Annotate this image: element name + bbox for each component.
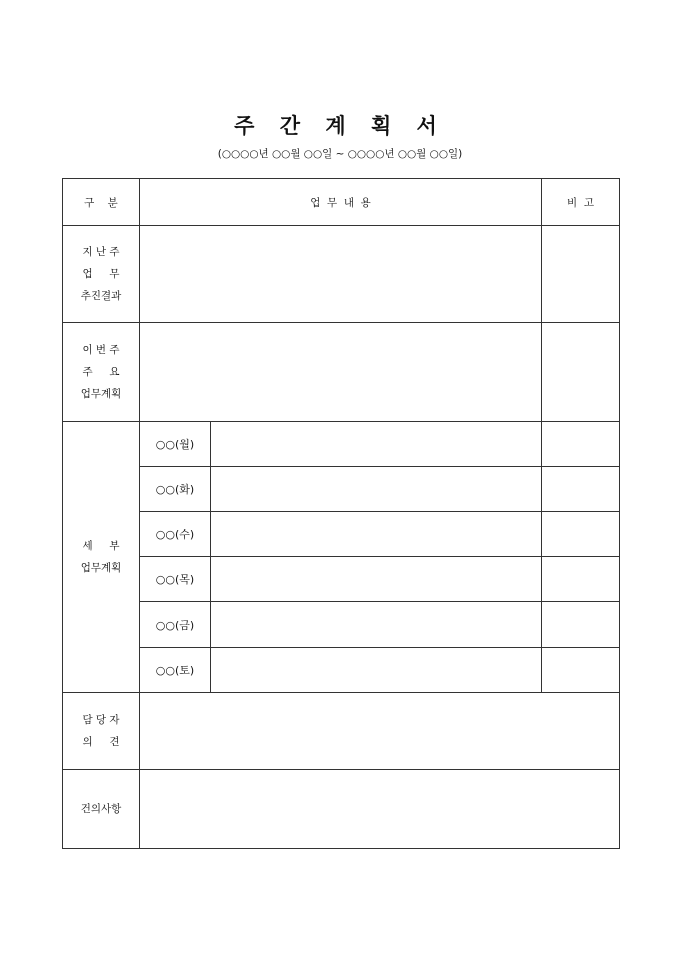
this-week-content-cell[interactable] [140,323,542,422]
label-manager-opinion [63,693,140,770]
last-week-remarks-cell[interactable] [542,226,620,323]
table-row-day-thu [63,557,620,602]
day-content-cell[interactable] [211,648,542,693]
label-line: 건의사항 [80,803,122,815]
label-line: 의 견 [82,736,120,748]
table-row-day-fri [63,602,620,648]
label-line: 업 무 [82,268,120,280]
table-row-day-tue [63,467,620,512]
table-row-day-sat [63,648,620,693]
table-row-this-week [63,323,620,422]
day-label: ○○(월) [140,422,211,467]
day-content-cell[interactable] [211,512,542,557]
header-content: 업 무 내 용 [140,179,542,226]
document-period: (○○○○년 ○○월 ○○일 ~ ○○○○년 ○○월 ○○일) [217,148,463,160]
day-remarks-cell[interactable] [542,557,620,602]
label-line: 추진결과 [80,290,122,302]
day-remarks-cell[interactable] [542,512,620,557]
table-row-manager-opinion [63,693,620,770]
day-content-cell[interactable] [211,602,542,648]
day-label: ○○(수) [140,512,211,557]
day-label: ○○(목) [140,557,211,602]
document-title: 주 간 계 획 서 [234,114,446,138]
day-label: ○○(화) [140,467,211,512]
day-content-cell[interactable] [211,467,542,512]
suggestions-cell[interactable] [140,770,620,849]
last-week-content-cell[interactable] [140,226,542,323]
label-line: 세 부 [82,540,120,552]
this-week-remarks-cell[interactable] [542,323,620,422]
label-line: 업무계획 [80,562,122,574]
day-remarks-cell[interactable] [542,467,620,512]
day-content-cell[interactable] [211,557,542,602]
label-last-week [63,226,140,323]
manager-opinion-cell[interactable] [140,693,620,770]
label-line: 주 요 [82,366,120,378]
day-label: ○○(토) [140,648,211,693]
day-remarks-cell[interactable] [542,602,620,648]
weekly-plan-table [62,178,620,849]
table-row-day-mon [63,422,620,467]
label-line: 담 당 자 [82,714,120,726]
header-remarks: 비 고 [542,179,620,226]
day-content-cell[interactable] [211,422,542,467]
table-header-row [63,179,620,226]
label-line: 업무계획 [80,388,122,400]
label-detail-plan [63,422,140,693]
table-row-day-wed [63,512,620,557]
label-this-week [63,323,140,422]
day-remarks-cell[interactable] [542,648,620,693]
table-row-last-week [63,226,620,323]
label-suggestions [63,770,140,849]
header-category: 구 분 [63,179,140,226]
day-remarks-cell[interactable] [542,422,620,467]
label-line: 이 번 주 [82,344,120,356]
label-line: 지 난 주 [82,246,120,258]
day-label: ○○(금) [140,602,211,648]
table-row-suggestions [63,770,620,849]
